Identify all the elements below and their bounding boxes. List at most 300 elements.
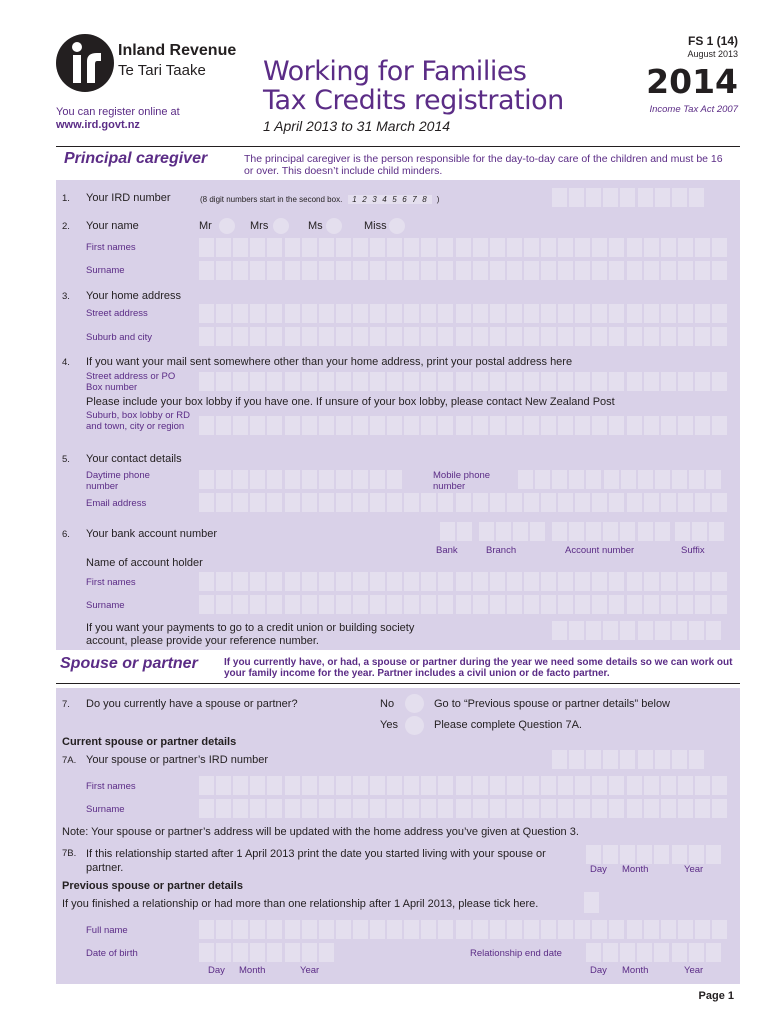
postal-street-box[interactable] xyxy=(336,372,351,391)
dob-box[interactable] xyxy=(302,943,317,962)
suburb-city-box[interactable] xyxy=(387,327,402,346)
spouse-first-names-box[interactable] xyxy=(421,776,436,795)
surname-box[interactable] xyxy=(609,261,624,280)
postal-suburb-box[interactable] xyxy=(592,416,607,435)
spouse-surname-box[interactable] xyxy=(421,799,436,818)
postal-street-box[interactable] xyxy=(370,372,385,391)
street-address-box[interactable] xyxy=(233,304,248,323)
end-date-box[interactable] xyxy=(706,943,721,962)
surname-box[interactable] xyxy=(627,261,642,280)
surname-box[interactable] xyxy=(712,261,727,280)
start-date-box[interactable] xyxy=(654,845,669,864)
postal-street-box[interactable] xyxy=(285,372,300,391)
holder-surname-box[interactable] xyxy=(336,595,351,614)
holder-first-names-box[interactable] xyxy=(524,572,539,591)
ird-number-box[interactable] xyxy=(620,188,635,207)
ird-number-box[interactable] xyxy=(638,188,653,207)
postal-street-box[interactable] xyxy=(421,372,436,391)
postal-street-box[interactable] xyxy=(456,372,471,391)
start-date-box[interactable] xyxy=(603,845,618,864)
email-box[interactable] xyxy=(387,493,402,512)
end-date-box[interactable] xyxy=(603,943,618,962)
street-address-box[interactable] xyxy=(336,304,351,323)
q7-yes-radio[interactable] xyxy=(405,716,424,735)
suburb-city-box[interactable] xyxy=(456,327,471,346)
first-names-box[interactable] xyxy=(541,238,556,257)
holder-surname-box[interactable] xyxy=(319,595,334,614)
spouse-surname-box[interactable] xyxy=(353,799,368,818)
suburb-city-box[interactable] xyxy=(319,327,334,346)
postal-suburb-box[interactable] xyxy=(524,416,539,435)
postal-suburb-box[interactable] xyxy=(250,416,265,435)
suburb-city-box[interactable] xyxy=(285,327,300,346)
full-name-box[interactable] xyxy=(541,920,556,939)
spouse-first-names-box[interactable] xyxy=(541,776,556,795)
postal-suburb-box[interactable] xyxy=(319,416,334,435)
first-names-box[interactable] xyxy=(456,238,471,257)
surname-box[interactable] xyxy=(678,261,693,280)
postal-street-box[interactable] xyxy=(199,372,214,391)
holder-surname-box[interactable] xyxy=(387,595,402,614)
branch-box[interactable] xyxy=(530,522,545,541)
spouse-first-names-box[interactable] xyxy=(627,776,642,795)
suburb-city-box[interactable] xyxy=(627,327,642,346)
surname-box[interactable] xyxy=(199,261,214,280)
account-number-box[interactable] xyxy=(586,522,601,541)
holder-surname-box[interactable] xyxy=(267,595,282,614)
holder-first-names-box[interactable] xyxy=(387,572,402,591)
holder-surname-box[interactable] xyxy=(438,595,453,614)
surname-box[interactable] xyxy=(319,261,334,280)
postal-suburb-box[interactable] xyxy=(336,416,351,435)
postal-street-box[interactable] xyxy=(302,372,317,391)
surname-box[interactable] xyxy=(541,261,556,280)
surname-box[interactable] xyxy=(490,261,505,280)
suburb-city-box[interactable] xyxy=(524,327,539,346)
account-number-box[interactable] xyxy=(603,522,618,541)
credit-union-ref-box[interactable] xyxy=(672,621,687,640)
first-names-box[interactable] xyxy=(387,238,402,257)
mobile-phone-box[interactable] xyxy=(604,470,619,489)
spouse-surname-box[interactable] xyxy=(456,799,471,818)
credit-union-ref-box[interactable] xyxy=(569,621,584,640)
credit-union-ref-box[interactable] xyxy=(655,621,670,640)
ird-number-box[interactable] xyxy=(569,188,584,207)
spouse-surname-box[interactable] xyxy=(575,799,590,818)
email-box[interactable] xyxy=(267,493,282,512)
full-name-box[interactable] xyxy=(524,920,539,939)
daytime-phone-box[interactable] xyxy=(233,470,248,489)
street-address-box[interactable] xyxy=(370,304,385,323)
daytime-phone-box[interactable] xyxy=(285,470,300,489)
account-number-box[interactable] xyxy=(655,522,670,541)
street-address-box[interactable] xyxy=(456,304,471,323)
spouse-surname-box[interactable] xyxy=(370,799,385,818)
spouse-first-names-box[interactable] xyxy=(507,776,522,795)
first-names-box[interactable] xyxy=(695,238,710,257)
street-address-box[interactable] xyxy=(421,304,436,323)
suburb-city-box[interactable] xyxy=(490,327,505,346)
first-names-box[interactable] xyxy=(370,238,385,257)
spouse-surname-box[interactable] xyxy=(404,799,419,818)
spouse-first-names-box[interactable] xyxy=(490,776,505,795)
mobile-phone-box[interactable] xyxy=(672,470,687,489)
surname-box[interactable] xyxy=(524,261,539,280)
postal-suburb-box[interactable] xyxy=(267,416,282,435)
mobile-phone-box[interactable] xyxy=(569,470,584,489)
email-box[interactable] xyxy=(609,493,624,512)
first-names-box[interactable] xyxy=(575,238,590,257)
full-name-box[interactable] xyxy=(609,920,624,939)
full-name-box[interactable] xyxy=(387,920,402,939)
surname-box[interactable] xyxy=(592,261,607,280)
suburb-city-box[interactable] xyxy=(712,327,727,346)
holder-surname-box[interactable] xyxy=(199,595,214,614)
dob-box[interactable] xyxy=(250,943,265,962)
suburb-city-box[interactable] xyxy=(541,327,556,346)
postal-street-box[interactable] xyxy=(216,372,231,391)
full-name-box[interactable] xyxy=(575,920,590,939)
holder-surname-box[interactable] xyxy=(302,595,317,614)
surname-box[interactable] xyxy=(267,261,282,280)
mobile-phone-box[interactable] xyxy=(689,470,704,489)
end-date-box[interactable] xyxy=(586,943,601,962)
full-name-box[interactable] xyxy=(644,920,659,939)
credit-union-ref-box[interactable] xyxy=(620,621,635,640)
daytime-phone-box[interactable] xyxy=(199,470,214,489)
street-address-box[interactable] xyxy=(524,304,539,323)
first-names-box[interactable] xyxy=(353,238,368,257)
spouse-ird-box[interactable] xyxy=(603,750,618,769)
full-name-box[interactable] xyxy=(712,920,727,939)
start-date-box[interactable] xyxy=(706,845,721,864)
spouse-first-names-box[interactable] xyxy=(558,776,573,795)
first-names-box[interactable] xyxy=(644,238,659,257)
spouse-first-names-box[interactable] xyxy=(524,776,539,795)
surname-box[interactable] xyxy=(387,261,402,280)
email-box[interactable] xyxy=(456,493,471,512)
full-name-box[interactable] xyxy=(678,920,693,939)
holder-surname-box[interactable] xyxy=(712,595,727,614)
email-box[interactable] xyxy=(438,493,453,512)
email-box[interactable] xyxy=(250,493,265,512)
full-name-box[interactable] xyxy=(438,920,453,939)
postal-street-box[interactable] xyxy=(678,372,693,391)
dob-box[interactable] xyxy=(267,943,282,962)
daytime-phone-box[interactable] xyxy=(216,470,231,489)
daytime-phone-box[interactable] xyxy=(336,470,351,489)
first-names-box[interactable] xyxy=(199,238,214,257)
spouse-surname-box[interactable] xyxy=(541,799,556,818)
email-box[interactable] xyxy=(678,493,693,512)
title-ms-radio[interactable] xyxy=(326,218,342,234)
first-names-box[interactable] xyxy=(233,238,248,257)
spouse-first-names-box[interactable] xyxy=(456,776,471,795)
branch-box[interactable] xyxy=(496,522,511,541)
suburb-city-box[interactable] xyxy=(661,327,676,346)
spouse-ird-box[interactable] xyxy=(620,750,635,769)
surname-box[interactable] xyxy=(353,261,368,280)
mobile-phone-box[interactable] xyxy=(518,470,533,489)
full-name-box[interactable] xyxy=(199,920,214,939)
full-name-box[interactable] xyxy=(353,920,368,939)
email-box[interactable] xyxy=(199,493,214,512)
first-names-box[interactable] xyxy=(678,238,693,257)
suburb-city-box[interactable] xyxy=(575,327,590,346)
postal-street-box[interactable] xyxy=(438,372,453,391)
suburb-city-box[interactable] xyxy=(644,327,659,346)
postal-street-box[interactable] xyxy=(267,372,282,391)
spouse-first-names-box[interactable] xyxy=(712,776,727,795)
holder-first-names-box[interactable] xyxy=(216,572,231,591)
street-address-box[interactable] xyxy=(661,304,676,323)
spouse-first-names-box[interactable] xyxy=(267,776,282,795)
holder-first-names-box[interactable] xyxy=(712,572,727,591)
spouse-first-names-box[interactable] xyxy=(336,776,351,795)
holder-first-names-box[interactable] xyxy=(267,572,282,591)
first-names-box[interactable] xyxy=(319,238,334,257)
spouse-surname-box[interactable] xyxy=(695,799,710,818)
street-address-box[interactable] xyxy=(609,304,624,323)
holder-first-names-box[interactable] xyxy=(233,572,248,591)
previous-tick-box[interactable] xyxy=(584,892,599,913)
email-box[interactable] xyxy=(421,493,436,512)
mobile-phone-box[interactable] xyxy=(552,470,567,489)
postal-street-box[interactable] xyxy=(490,372,505,391)
suffix-box[interactable] xyxy=(692,522,707,541)
street-address-box[interactable] xyxy=(507,304,522,323)
postal-suburb-box[interactable] xyxy=(421,416,436,435)
postal-suburb-box[interactable] xyxy=(233,416,248,435)
surname-box[interactable] xyxy=(285,261,300,280)
suburb-city-box[interactable] xyxy=(302,327,317,346)
street-address-box[interactable] xyxy=(353,304,368,323)
email-box[interactable] xyxy=(661,493,676,512)
holder-first-names-box[interactable] xyxy=(199,572,214,591)
mobile-phone-box[interactable] xyxy=(535,470,550,489)
holder-first-names-box[interactable] xyxy=(661,572,676,591)
surname-box[interactable] xyxy=(370,261,385,280)
street-address-box[interactable] xyxy=(267,304,282,323)
suburb-city-box[interactable] xyxy=(695,327,710,346)
spouse-first-names-box[interactable] xyxy=(233,776,248,795)
email-box[interactable] xyxy=(541,493,556,512)
street-address-box[interactable] xyxy=(541,304,556,323)
website-link[interactable]: www.ird.govt.nz xyxy=(56,119,140,131)
spouse-first-names-box[interactable] xyxy=(285,776,300,795)
dob-box[interactable] xyxy=(199,943,214,962)
street-address-box[interactable] xyxy=(302,304,317,323)
street-address-box[interactable] xyxy=(678,304,693,323)
spouse-ird-box[interactable] xyxy=(689,750,704,769)
first-names-box[interactable] xyxy=(592,238,607,257)
first-names-box[interactable] xyxy=(490,238,505,257)
spouse-first-names-box[interactable] xyxy=(387,776,402,795)
spouse-first-names-box[interactable] xyxy=(644,776,659,795)
spouse-surname-box[interactable] xyxy=(302,799,317,818)
spouse-surname-box[interactable] xyxy=(661,799,676,818)
postal-suburb-box[interactable] xyxy=(490,416,505,435)
mobile-phone-box[interactable] xyxy=(621,470,636,489)
spouse-surname-box[interactable] xyxy=(678,799,693,818)
suburb-city-box[interactable] xyxy=(336,327,351,346)
surname-box[interactable] xyxy=(216,261,231,280)
holder-first-names-box[interactable] xyxy=(404,572,419,591)
surname-box[interactable] xyxy=(456,261,471,280)
holder-surname-box[interactable] xyxy=(353,595,368,614)
email-box[interactable] xyxy=(575,493,590,512)
postal-suburb-box[interactable] xyxy=(404,416,419,435)
street-address-box[interactable] xyxy=(216,304,231,323)
daytime-phone-box[interactable] xyxy=(319,470,334,489)
full-name-box[interactable] xyxy=(627,920,642,939)
postal-suburb-box[interactable] xyxy=(353,416,368,435)
end-date-box[interactable] xyxy=(672,943,687,962)
start-date-box[interactable] xyxy=(586,845,601,864)
postal-street-box[interactable] xyxy=(541,372,556,391)
holder-first-names-box[interactable] xyxy=(456,572,471,591)
email-box[interactable] xyxy=(336,493,351,512)
branch-box[interactable] xyxy=(513,522,528,541)
spouse-first-names-box[interactable] xyxy=(661,776,676,795)
holder-surname-box[interactable] xyxy=(592,595,607,614)
holder-surname-box[interactable] xyxy=(627,595,642,614)
spouse-first-names-box[interactable] xyxy=(609,776,624,795)
street-address-box[interactable] xyxy=(473,304,488,323)
street-address-box[interactable] xyxy=(575,304,590,323)
holder-first-names-box[interactable] xyxy=(353,572,368,591)
postal-street-box[interactable] xyxy=(250,372,265,391)
full-name-box[interactable] xyxy=(473,920,488,939)
spouse-first-names-box[interactable] xyxy=(695,776,710,795)
postal-suburb-box[interactable] xyxy=(627,416,642,435)
postal-street-box[interactable] xyxy=(558,372,573,391)
spouse-first-names-box[interactable] xyxy=(678,776,693,795)
dob-box[interactable] xyxy=(216,943,231,962)
street-address-box[interactable] xyxy=(199,304,214,323)
full-name-box[interactable] xyxy=(370,920,385,939)
surname-box[interactable] xyxy=(558,261,573,280)
daytime-phone-box[interactable] xyxy=(267,470,282,489)
spouse-first-names-box[interactable] xyxy=(353,776,368,795)
credit-union-ref-box[interactable] xyxy=(689,621,704,640)
postal-suburb-box[interactable] xyxy=(712,416,727,435)
daytime-phone-box[interactable] xyxy=(370,470,385,489)
title-miss-radio[interactable] xyxy=(389,218,405,234)
title-mr-radio[interactable] xyxy=(219,218,235,234)
first-names-box[interactable] xyxy=(473,238,488,257)
suburb-city-box[interactable] xyxy=(678,327,693,346)
suburb-city-box[interactable] xyxy=(558,327,573,346)
spouse-surname-box[interactable] xyxy=(336,799,351,818)
street-address-box[interactable] xyxy=(490,304,505,323)
spouse-first-names-box[interactable] xyxy=(404,776,419,795)
postal-street-box[interactable] xyxy=(592,372,607,391)
email-box[interactable] xyxy=(524,493,539,512)
holder-first-names-box[interactable] xyxy=(627,572,642,591)
postal-street-box[interactable] xyxy=(661,372,676,391)
full-name-box[interactable] xyxy=(456,920,471,939)
street-address-box[interactable] xyxy=(285,304,300,323)
mobile-phone-box[interactable] xyxy=(655,470,670,489)
street-address-box[interactable] xyxy=(592,304,607,323)
start-date-box[interactable] xyxy=(689,845,704,864)
postal-street-box[interactable] xyxy=(353,372,368,391)
suburb-city-box[interactable] xyxy=(353,327,368,346)
spouse-first-names-box[interactable] xyxy=(199,776,214,795)
spouse-surname-box[interactable] xyxy=(712,799,727,818)
postal-street-box[interactable] xyxy=(575,372,590,391)
street-address-box[interactable] xyxy=(438,304,453,323)
spouse-surname-box[interactable] xyxy=(592,799,607,818)
suburb-city-box[interactable] xyxy=(250,327,265,346)
spouse-surname-box[interactable] xyxy=(387,799,402,818)
first-names-box[interactable] xyxy=(438,238,453,257)
first-names-box[interactable] xyxy=(558,238,573,257)
email-box[interactable] xyxy=(644,493,659,512)
credit-union-ref-box[interactable] xyxy=(603,621,618,640)
spouse-surname-box[interactable] xyxy=(267,799,282,818)
holder-surname-box[interactable] xyxy=(695,595,710,614)
mobile-phone-box[interactable] xyxy=(638,470,653,489)
surname-box[interactable] xyxy=(233,261,248,280)
first-names-box[interactable] xyxy=(302,238,317,257)
full-name-box[interactable] xyxy=(267,920,282,939)
spouse-first-names-box[interactable] xyxy=(302,776,317,795)
suburb-city-box[interactable] xyxy=(421,327,436,346)
full-name-box[interactable] xyxy=(285,920,300,939)
full-name-box[interactable] xyxy=(592,920,607,939)
start-date-box[interactable] xyxy=(620,845,635,864)
postal-street-box[interactable] xyxy=(507,372,522,391)
start-date-box[interactable] xyxy=(672,845,687,864)
postal-suburb-box[interactable] xyxy=(609,416,624,435)
email-box[interactable] xyxy=(627,493,642,512)
postal-suburb-box[interactable] xyxy=(507,416,522,435)
holder-first-names-box[interactable] xyxy=(421,572,436,591)
suburb-city-box[interactable] xyxy=(199,327,214,346)
dob-box[interactable] xyxy=(285,943,300,962)
spouse-first-names-box[interactable] xyxy=(216,776,231,795)
postal-suburb-box[interactable] xyxy=(558,416,573,435)
full-name-box[interactable] xyxy=(319,920,334,939)
suburb-city-box[interactable] xyxy=(404,327,419,346)
spouse-surname-box[interactable] xyxy=(524,799,539,818)
surname-box[interactable] xyxy=(250,261,265,280)
street-address-box[interactable] xyxy=(644,304,659,323)
surname-box[interactable] xyxy=(644,261,659,280)
ird-number-box[interactable] xyxy=(689,188,704,207)
street-address-box[interactable] xyxy=(319,304,334,323)
spouse-ird-box[interactable] xyxy=(638,750,653,769)
postal-suburb-box[interactable] xyxy=(302,416,317,435)
spouse-surname-box[interactable] xyxy=(199,799,214,818)
surname-box[interactable] xyxy=(507,261,522,280)
holder-first-names-box[interactable] xyxy=(541,572,556,591)
full-name-box[interactable] xyxy=(233,920,248,939)
holder-surname-box[interactable] xyxy=(250,595,265,614)
dob-box[interactable] xyxy=(233,943,248,962)
surname-box[interactable] xyxy=(336,261,351,280)
email-box[interactable] xyxy=(712,493,727,512)
holder-surname-box[interactable] xyxy=(678,595,693,614)
holder-first-names-box[interactable] xyxy=(609,572,624,591)
email-box[interactable] xyxy=(285,493,300,512)
credit-union-ref-box[interactable] xyxy=(586,621,601,640)
spouse-surname-box[interactable] xyxy=(558,799,573,818)
suburb-city-box[interactable] xyxy=(507,327,522,346)
full-name-box[interactable] xyxy=(558,920,573,939)
